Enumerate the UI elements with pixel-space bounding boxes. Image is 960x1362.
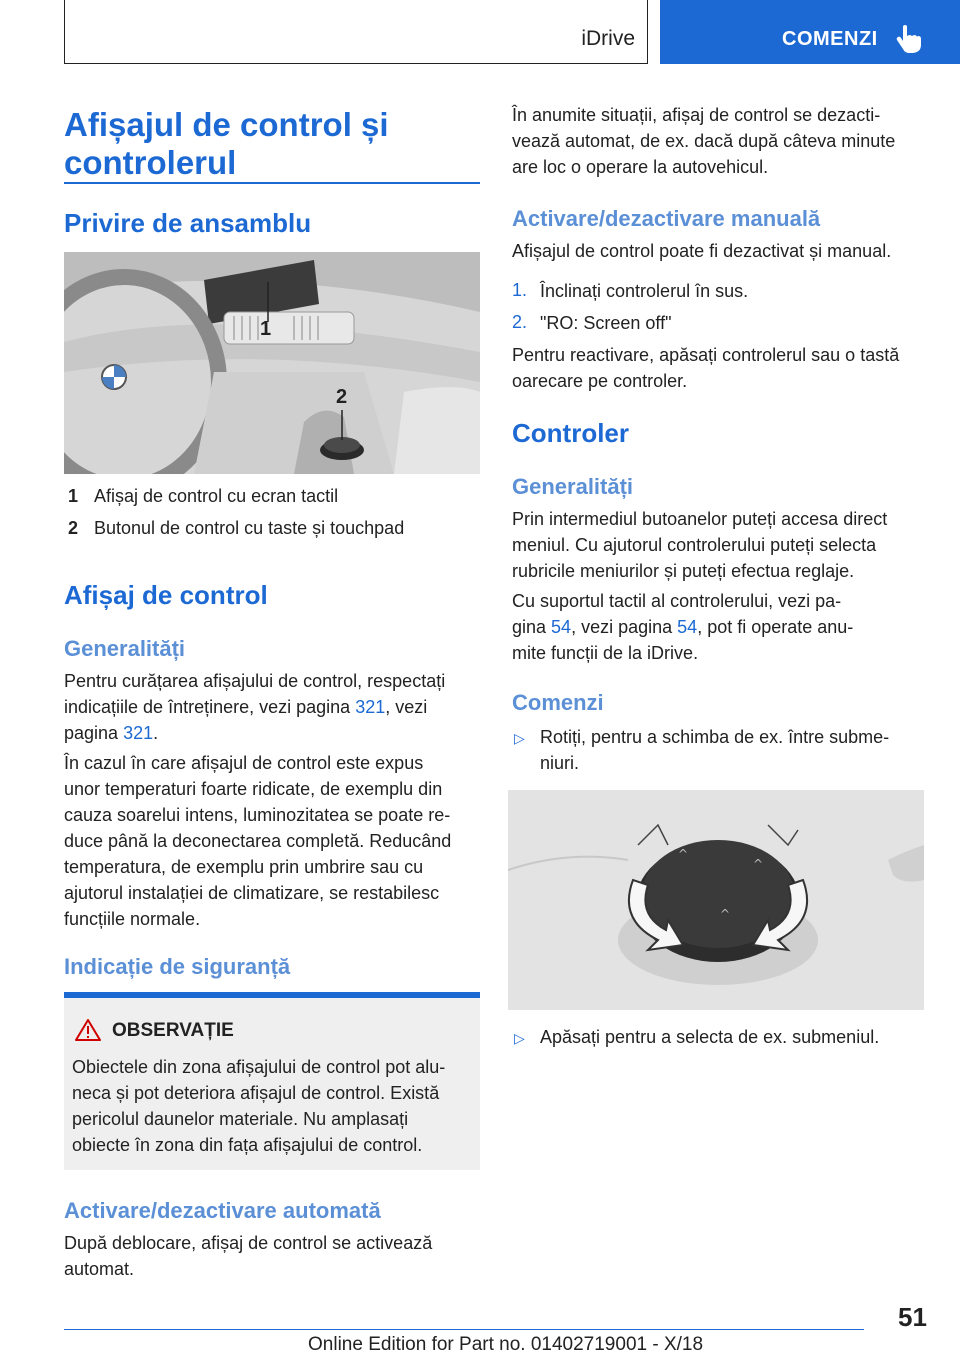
- legend-text-2: Butonul de control cu taste și touchpad: [94, 518, 405, 538]
- header-section-label: iDrive: [581, 27, 635, 50]
- page-link-54-a[interactable]: 54: [551, 617, 572, 637]
- svg-text:^: ^: [753, 857, 764, 871]
- legend-num-1: 1: [68, 486, 79, 506]
- bullet-text-rotate: Rotiți, pentru a schimba de ex. între subme- niuri.: [540, 727, 890, 773]
- warning-title: OBSERVAȚIE: [112, 1020, 234, 1041]
- svg-text:^: ^: [678, 847, 689, 861]
- touchpad-paragraph: Cu suportul tactil al controlerului, vezi pa- gina 54, vezi pagina 54, pot fi operate anu- mite funcții de la iDrive.: [512, 591, 854, 663]
- manual-heading: Activare/dezactivare manuală: [512, 206, 821, 231]
- bullet-text-press: Apăsați pentru a selecta de ex. submeniul.: [540, 1027, 880, 1047]
- safety-heading: Indicație de siguranță: [64, 954, 291, 979]
- legend-num-2: 2: [68, 518, 79, 538]
- warning-box: [64, 998, 480, 1170]
- page-number: 51: [898, 1302, 927, 1332]
- dashboard-figure: [64, 252, 480, 474]
- title-rule: [64, 182, 480, 184]
- general-heading-right: Generalități: [512, 474, 634, 499]
- auto-paragraph: După deblocare, afișaj de control se activează automat.: [64, 1233, 433, 1279]
- footer-edition: Online Edition for Part no. 01402719001 - X/18: [308, 1334, 704, 1355]
- warning-triangle-icon: [74, 1018, 102, 1042]
- overview-heading: Privire de ansamblu: [64, 208, 312, 238]
- general-paragraph-1: Pentru curățarea afișajului de control, respectați indicațiile de întreținere, vezi pagina 321, vezi pagina 321.: [64, 671, 446, 743]
- warning-text: Obiectele din zona afișajului de control pot alu- neca și pot deteriora afișajul de control. Există pericolul daunelor materiale. Nu amplasați obiecte în zona din fața afișajului de control.: [72, 1057, 446, 1155]
- svg-text:^: ^: [720, 907, 731, 921]
- step-text-1: Înclinați controlerul în sus.: [540, 281, 749, 301]
- step-num-2: 2.: [512, 312, 528, 332]
- bullet-icon-2: ▷: [514, 1030, 525, 1046]
- controller-general-paragraph: Prin intermediul butoanelor puteți accesa direct meniul. Cu ajutorul controlerului puteți selecta rubricile meniurilor și puteți efectua reglaje.: [512, 509, 888, 581]
- display-heading: Afișaj de control: [64, 580, 268, 610]
- bullet-icon-1: ▷: [514, 730, 525, 746]
- controller-rotate-illustration: [508, 790, 924, 1010]
- reactivate-paragraph: Pentru reactivare, apăsați controlerul sau o tastă oarecare pe controler.: [512, 345, 900, 391]
- general-heading-left: Generalități: [64, 636, 186, 661]
- step-num-1: 1.: [512, 280, 528, 300]
- header-tab-comenzi[interactable]: [660, 0, 960, 64]
- general-paragraph-2: În cazul în care afișajul de control este expus unor temperaturi foarte ridicate, de exemplu din cauza soarelui intens, luminozitatea se poate re- duce până la deconectarea completă. Reducând temperatura, de exemplu prin umbrire sau cu ajutorul instalației de climatizare, se restabilesc funcțiile normale.: [64, 753, 452, 929]
- legend-text-1: Afișaj de control cu ecran tactil: [94, 486, 339, 506]
- page-title-line1: Afișajul de control și: [64, 106, 389, 143]
- callout-1: 1: [260, 318, 272, 340]
- auto-heading: Activare/dezactivare automată: [64, 1198, 381, 1223]
- page-link-321-a[interactable]: 321: [355, 697, 386, 717]
- step-text-2: "RO: Screen off": [540, 313, 672, 333]
- header-tab-label: COMENZI: [782, 28, 878, 50]
- hand-pointer-icon: [896, 24, 922, 54]
- dashboard-illustration: [64, 252, 480, 474]
- header-section-box: [64, 0, 648, 64]
- controller-heading: Controler: [512, 418, 629, 448]
- page-link-321-b[interactable]: 321: [123, 723, 154, 743]
- intro-paragraph: În anumite situații, afișaj de control se dezacti- vează automat, de ex. dacă după câteva minute are loc o operare la autovehicul.: [512, 105, 896, 177]
- page-link-54-b[interactable]: 54: [677, 617, 698, 637]
- callout-2: 2: [336, 386, 348, 408]
- footer-rule: [64, 1329, 864, 1330]
- commands-heading: Comenzi: [512, 690, 604, 715]
- page-title-line2: controlerul: [64, 144, 237, 181]
- controller-rotate-figure: [508, 790, 924, 1010]
- manual-text: Afișajul de control poate fi dezactivat și manual.: [512, 241, 892, 261]
